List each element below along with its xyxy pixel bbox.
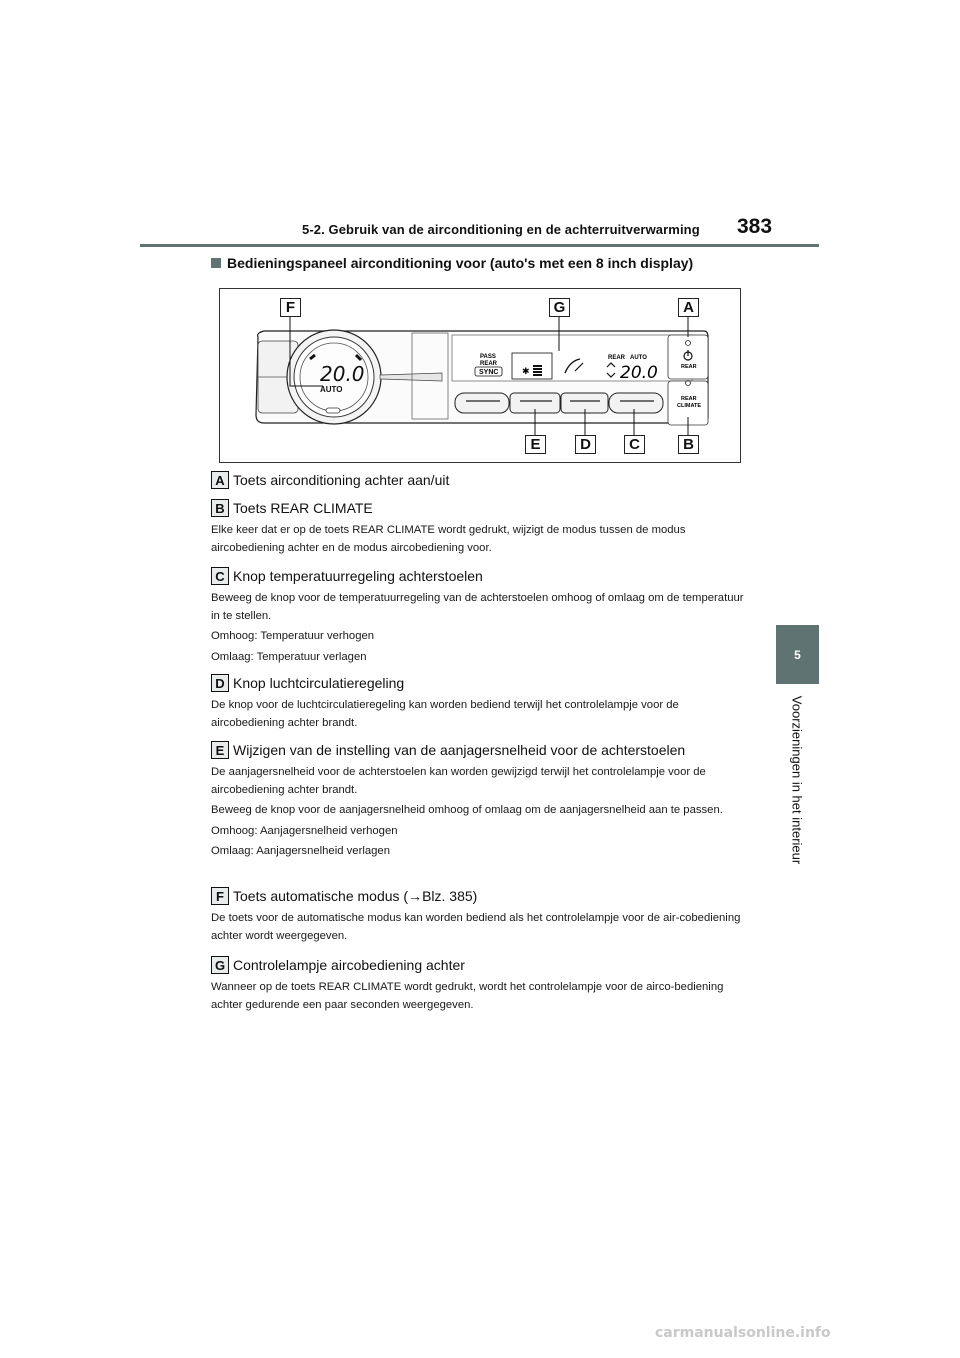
dial-temp-text: 20.0: [320, 362, 365, 386]
item-e-up: Omhoog: Aanjagersnelheid verhogen: [211, 824, 398, 837]
item-a: [211, 470, 751, 490]
item-g-text: Wanneer op de toets REAR CLIMATE wordt gedrukt, wordt het controlelampje voor de airco-bediening achter gedurende een paar seconden weergegeven.: [211, 981, 724, 1011]
page-number: 383: [737, 215, 773, 238]
item-e-badge: E: [211, 741, 229, 759]
item-b-text: Elke keer dat er op de toets REAR CLIMATE wordt gedrukt, wijzigt de modus tussen de modus aircobediening achter en de modus aircobediening voor.: [211, 524, 686, 554]
header-rule: [140, 244, 819, 247]
item-c-badge: C: [211, 567, 229, 585]
climate-panel-figure: [219, 288, 741, 463]
callout-b: B: [678, 435, 699, 454]
item-e-down: Omlaag: Aanjagersnelheid verlagen: [211, 845, 390, 857]
sync-text: SYNC: [479, 369, 499, 376]
pass-rear-text: REAR: [480, 361, 498, 367]
item-d-badge: D: [211, 674, 229, 692]
section-heading-text: Bedieningspaneel airconditioning voor (auto's met een 8 inch display): [227, 255, 694, 271]
item-g-badge: G: [211, 956, 229, 974]
rocker-buttons: [455, 393, 663, 413]
heading-square-icon: [211, 258, 221, 268]
item-g-title: Controlelampje aircobediening achter: [233, 957, 465, 973]
header-title: 5-2. Gebruik van de airconditioning en de achterruitverwarming: [302, 222, 700, 237]
callout-a: A: [678, 298, 699, 317]
item-e-text-2: Beweeg de knop voor de aanjagersnelheid omhoog of omlaag om de aanjagersnelheid aan te passen.: [211, 804, 723, 816]
item-c-text: Beweeg de knop voor de temperatuurregeling van de achterstoelen omhoog of omlaag om de temperatuur in te stellen.: [211, 592, 744, 622]
item-e-title: Wijzigen van de instelling van de aanjagersnelheid voor de achterstoelen: [233, 742, 686, 758]
dial-auto-text: AUTO: [320, 385, 343, 394]
item-b: [211, 498, 751, 557]
chapter-tab: 5: [776, 625, 819, 684]
item-a-title: Toets airconditioning achter aan/uit: [233, 472, 450, 488]
item-c: [211, 566, 751, 666]
rear-button-text: REAR: [681, 364, 697, 370]
item-d-title: Knop luchtcirculatieregeling: [233, 675, 405, 691]
item-f: [211, 886, 751, 945]
rear-label-text: REAR: [608, 355, 626, 361]
item-b-title: Toets REAR CLIMATE: [233, 500, 373, 516]
callout-c: C: [624, 435, 645, 454]
item-c-down: Omlaag: Temperatuur verlagen: [211, 650, 367, 663]
pass-text: PASS: [480, 354, 496, 360]
callout-f: F: [280, 298, 301, 317]
item-d: [211, 673, 751, 732]
callout-g: G: [549, 298, 570, 317]
item-d-text: De knop voor de luchtcirculatieregeling kan worden bediend terwijl het controlelampje voor de aircobediening achter brandt.: [211, 699, 679, 729]
item-c-up: Omhoog: Temperatuur verhogen: [211, 630, 375, 642]
watermark: carmanualsonline.info: [655, 1325, 831, 1341]
item-e-text-1: De aanjagersnelheid voor de achterstoelen kan worden gewijzigd terwijl het controlelampje voor de aircobediening achter brandt.: [211, 766, 706, 796]
section-heading: [211, 255, 693, 271]
item-g: [211, 955, 751, 1014]
item-e: [211, 740, 751, 861]
item-f-text: De toets voor de automatische modus kan worden bediend als het controlelampje voor de air-cobediening achter wordt weergegeven.: [211, 912, 741, 942]
item-f-badge: F: [211, 887, 229, 905]
auto-label-text: AUTO: [630, 355, 647, 361]
fan-icon: ✱: [522, 367, 530, 377]
item-a-badge: A: [211, 471, 229, 489]
chapter-label: Voorzieningen in het interieur: [789, 695, 805, 865]
item-c-title: Knop temperatuurregeling achterstoelen: [233, 568, 483, 584]
item-b-badge: B: [211, 499, 229, 517]
rear-temp-text: 20.0: [620, 363, 658, 383]
callout-e: E: [525, 435, 546, 454]
callout-d: D: [575, 435, 596, 454]
rear-climate-text-2: CLIMATE: [677, 403, 702, 409]
item-f-title: Toets automatische modus (→Blz. 385): [233, 888, 478, 904]
rear-climate-text-1: REAR: [681, 396, 697, 402]
